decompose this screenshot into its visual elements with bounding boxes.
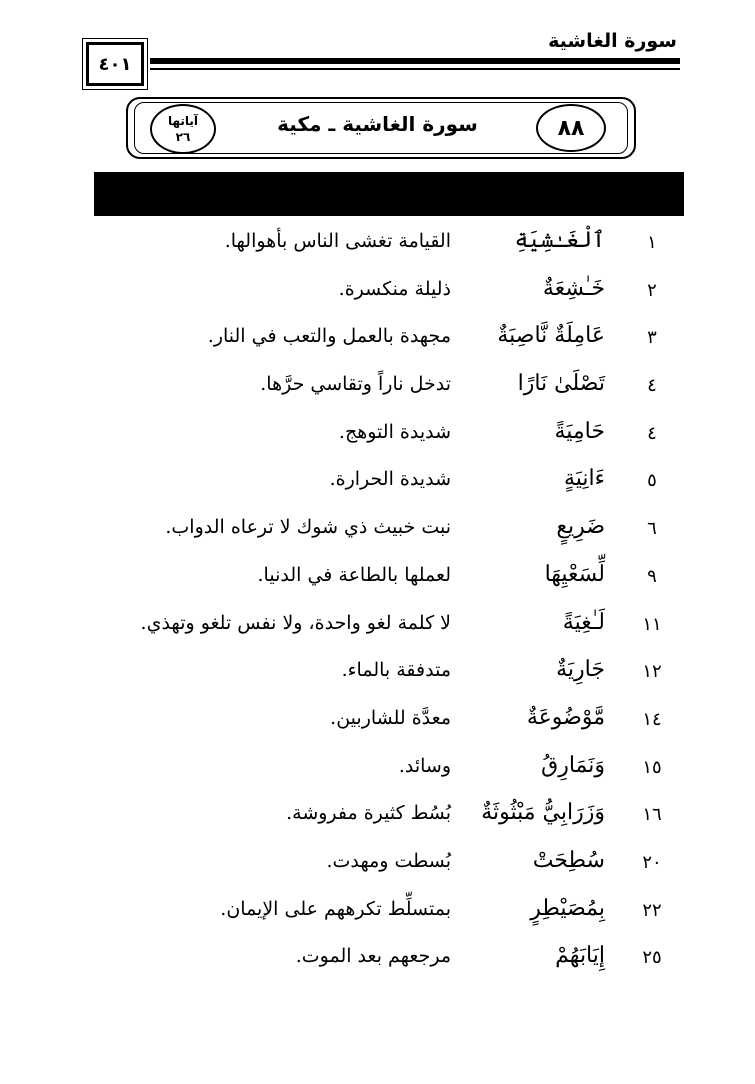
verse-number: ١٥	[642, 756, 662, 778]
page-number: ٤٠١	[86, 42, 144, 86]
list-item	[0, 315, 755, 363]
running-title: سورة الغاشية	[548, 30, 677, 52]
list-item	[0, 220, 755, 268]
list-item	[0, 554, 755, 602]
quran-word: ضَرِيعٍ	[556, 514, 605, 540]
verse-number: ٢٥	[642, 947, 662, 969]
quran-word: حَامِيَةً	[554, 418, 605, 444]
list-item	[0, 268, 755, 316]
verse-number: ٢٠	[642, 851, 662, 873]
word-meaning: لعملها بالطاعة في الدنيا.	[257, 563, 451, 586]
quran-word: ٱلْغَـٰشِيَةِ	[514, 228, 605, 253]
word-meaning: بمتسلِّط تكرههم على الإيمان.	[220, 897, 451, 920]
quran-word: وَنَمَارِقُ	[541, 752, 605, 778]
list-item	[0, 840, 755, 888]
word-meaning: متدفقة بالماء.	[341, 659, 451, 682]
quran-word: خَـٰشِعَةٌ	[542, 275, 605, 301]
surah-title: سورة الغاشية ـ مكية	[277, 112, 478, 136]
vocabulary-list	[0, 220, 755, 983]
word-meaning: بُسُط كثيرة مفروشة.	[286, 802, 451, 825]
word-meaning: شديدة التوهج.	[338, 420, 451, 443]
verse-number: ١	[647, 232, 657, 253]
list-item	[0, 458, 755, 506]
list-item	[0, 602, 755, 650]
surah-number-badge: ٨٨	[536, 104, 606, 152]
word-meaning: لا كلمة لغو واحدة، ولا نفس تلغو وتهذي.	[140, 611, 451, 634]
ayat-count: ٢٦	[175, 130, 191, 144]
verse-number: ١٦	[642, 804, 662, 826]
verse-number: ١١	[642, 613, 662, 635]
word-meaning: تدخل ناراً وتقاسي حرَّها.	[260, 373, 451, 396]
quran-word: جَارِيَةٌ	[556, 657, 605, 683]
word-meaning: نبت خبيث ذي شوك لا ترعاه الدواب.	[165, 516, 451, 539]
quran-word: لِّسَعْيِهَا	[544, 561, 605, 587]
verse-number: ٤	[647, 375, 657, 397]
ayat-count-badge	[150, 104, 216, 154]
verse-number: ٤	[647, 422, 657, 444]
word-meaning: ذليلة منكسرة.	[338, 277, 451, 300]
list-item	[0, 363, 755, 411]
list-item	[0, 935, 755, 983]
quran-word: بِمُصَيْطِرٍ	[530, 895, 605, 921]
word-meaning: بُسطت ومهدت.	[326, 849, 451, 872]
word-meaning: مرجعهم بعد الموت.	[295, 945, 451, 968]
list-item	[0, 888, 755, 936]
verse-number: ١٤	[642, 708, 662, 730]
list-item	[0, 411, 755, 459]
quran-word: إِيَابَهُمْ	[555, 943, 605, 969]
word-meaning: مجهدة بالعمل والتعب في النار.	[207, 325, 451, 348]
ayat-label: آياتها	[167, 114, 199, 128]
verse-number: ١٢	[642, 661, 662, 683]
quran-word: سُطِحَتْ	[532, 847, 605, 873]
list-item	[0, 745, 755, 793]
word-meaning: وسائد.	[398, 754, 451, 777]
quran-word: عَامِلَةٌ نَّاصِبَةٌ	[497, 323, 605, 349]
verse-number: ٩	[647, 565, 657, 587]
list-item	[0, 649, 755, 697]
quran-word: مَّوْضُوعَةٌ	[526, 704, 605, 730]
quran-word: ءَانِيَةٍ	[563, 466, 605, 492]
quran-word: لَـٰغِيَةً	[562, 609, 605, 635]
list-item	[0, 506, 755, 554]
quran-word: وَزَرَابِيُّ مَبْثُوثَةٌ	[481, 800, 605, 826]
verse-number: ٢	[647, 279, 657, 301]
list-item	[0, 697, 755, 745]
quran-word: تَصْلَىٰ نَارًا	[517, 371, 605, 397]
header-rule-thin	[150, 68, 680, 70]
header-band	[94, 172, 684, 216]
verse-number: ٥	[647, 470, 657, 492]
word-meaning: شديدة الحرارة.	[329, 468, 451, 491]
word-meaning: معدَّة للشاربين.	[330, 706, 451, 729]
verse-number: ٦	[647, 518, 657, 540]
verse-number: ٢٢	[642, 899, 662, 921]
word-meaning: القيامة تغشى الناس بأهوالها.	[224, 230, 451, 252]
header-rule	[150, 58, 680, 64]
list-item	[0, 792, 755, 840]
verse-number: ٣	[647, 327, 657, 349]
